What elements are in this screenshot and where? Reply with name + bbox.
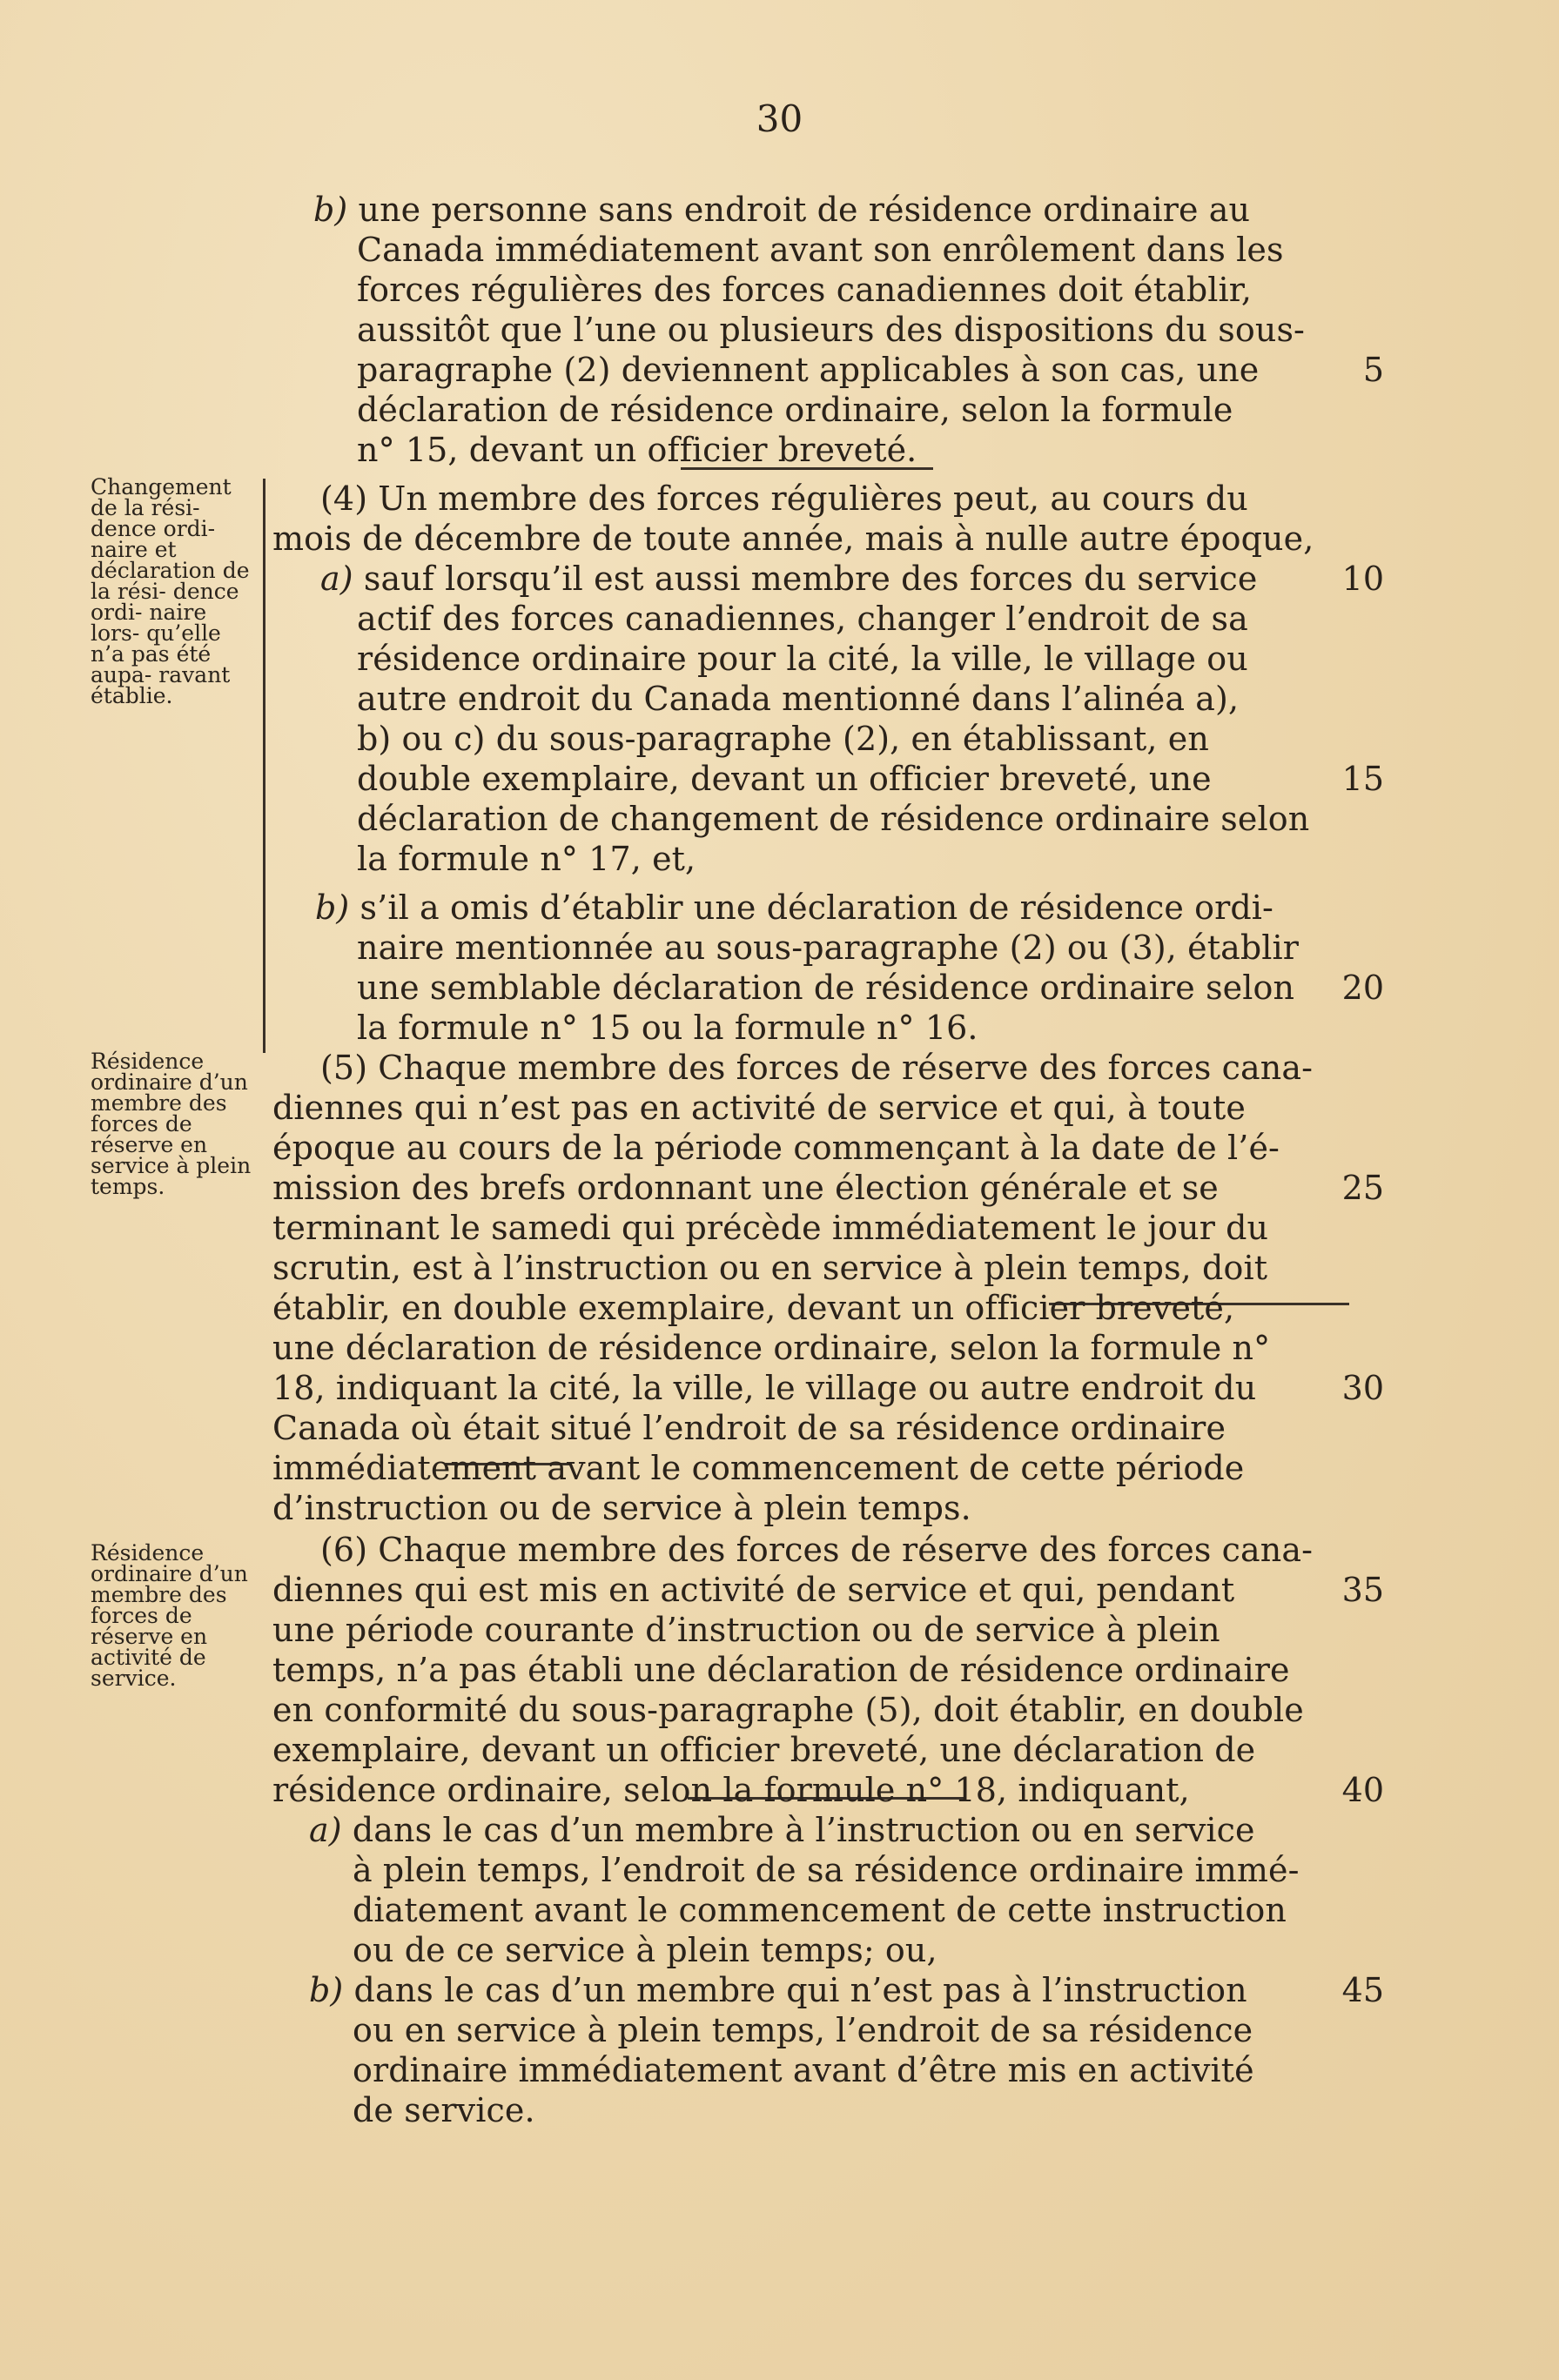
line-text: (6) Chaque membre des forces de réserve des forces cana- (320, 1531, 1314, 1569)
line-number: 25 (1341, 1169, 1384, 1207)
line-text: ou en service à plein temps, l’endroit de sa résidence (353, 2011, 1253, 2049)
margin-note: Changement de la rési- dence ordi- naire et déclaration de la rési- dence ordi- naire lors- qu’elle n’a pas été aupa- ravant établie. (91, 474, 250, 708)
text-line (272, 1488, 971, 1528)
text-line (353, 2050, 1254, 2090)
text-line (272, 1088, 1246, 1128)
line-number: 5 (1362, 351, 1384, 389)
text-line (357, 968, 1294, 1008)
enumeration-marker: a) (309, 1811, 342, 1849)
text-line (357, 639, 1248, 679)
text-line (357, 759, 1212, 799)
text-line (272, 1570, 1234, 1610)
line-text: d’instruction ou de service à plein temps. (272, 1489, 971, 1527)
text-line (272, 1650, 1290, 1690)
line-text: temps, n’a pas établi une déclaration de résidence ordinaire (272, 1651, 1290, 1689)
line-text: la formule n° 17, et, (357, 840, 696, 878)
line-text: autre endroit du Canada mentionné dans l’alinéa a), (357, 680, 1240, 718)
line-text: déclaration de résidence ordinaire, selon la formule (357, 391, 1233, 429)
margin-note: Résidence ordinaire d’un membre des forces de réserve en activité de service. (91, 1540, 248, 1691)
text-line (357, 1008, 978, 1048)
text-line (357, 350, 1259, 390)
text-line (353, 1850, 1300, 1890)
line-text: diennes qui est mis en activité de service et qui, pendant (272, 1571, 1235, 1609)
line-text: s’il a omis d’établir une déclaration de résidence ordi- (349, 888, 1273, 927)
line-text: (5) Chaque membre des forces de réserve des forces cana- (320, 1049, 1314, 1087)
line-text: en conformité du sous-paragraphe (5), doit établir, en double (272, 1691, 1304, 1729)
text-line (353, 2090, 535, 2130)
line-text: exemplaire, devant un officier breveté, une déclaration de (272, 1731, 1256, 1769)
text-line (315, 888, 1273, 928)
text-line (357, 390, 1233, 430)
line-text: établir, en double exemplaire, devant un officier breveté, (272, 1289, 1235, 1327)
text-line (272, 519, 1314, 559)
line-text: Canada immédiatement avant son enrôlement dans les (357, 231, 1284, 269)
line-text: sauf lorsqu’il est aussi membre des forces du service (353, 560, 1258, 598)
enumeration-marker: a) (320, 560, 353, 598)
line-text: déclaration de changement de résidence ordinaire selon (357, 800, 1310, 838)
line-text: Canada où était situé l’endroit de sa résidence ordinaire (272, 1409, 1226, 1447)
line-text: de service. (353, 2091, 535, 2129)
line-text: ou de ce service à plein temps; ou, (353, 1931, 937, 1969)
text-line (357, 679, 1239, 719)
text-line (272, 1208, 1268, 1248)
text-line (357, 230, 1284, 270)
line-text: résidence ordinaire pour la cité, la ville, le village ou (357, 640, 1248, 678)
line-text: diennes qui n’est pas en activité de service et qui, à toute (272, 1089, 1246, 1127)
line-text: une semblable déclaration de résidence ordinaire selon (357, 969, 1295, 1007)
line-text: mois de décembre de toute année, mais à nulle autre époque, (272, 520, 1314, 558)
line-text: (4) Un membre des forces régulières peut, au cours du (320, 479, 1248, 518)
text-line (272, 1610, 1220, 1650)
line-text: la formule n° 15 ou la formule n° 16. (357, 1009, 978, 1047)
line-text: diatement avant le commencement de cette instruction (353, 1891, 1287, 1929)
margin-vertical-rule (263, 479, 265, 1053)
line-text: ordinaire immédiatement avant d’être mis en activité (353, 2051, 1254, 2089)
text-line (320, 1048, 1313, 1088)
line-text: une personne sans endroit de résidence ordinaire au (347, 191, 1251, 229)
line-text: dans le cas d’un membre à l’instruction ou en service (341, 1811, 1255, 1849)
text-line (357, 599, 1248, 639)
line-text: immédiatement avant le commencement de cette période (272, 1449, 1245, 1487)
line-number: 30 (1341, 1369, 1384, 1407)
line-text: une déclaration de résidence ordinaire, selon la formule n° (272, 1329, 1271, 1367)
line-text: résidence ordinaire, selon la formule n° 18, indiquant, (272, 1771, 1190, 1809)
line-text: mission des brefs ordonnant une élection générale et se (272, 1169, 1219, 1207)
text-line (320, 559, 1258, 599)
text-line (272, 1690, 1304, 1730)
line-text: paragraphe (2) deviennent applicables à son cas, une (357, 351, 1260, 389)
text-line (272, 1368, 1256, 1408)
page-number: 30 (756, 97, 803, 140)
text-line (272, 1730, 1255, 1770)
text-line (309, 1810, 1255, 1850)
text-line (272, 1448, 1244, 1488)
text-line (309, 1970, 1247, 2010)
enumeration-marker: b) (309, 1971, 344, 2009)
line-number: 35 (1341, 1571, 1384, 1609)
text-line (353, 2010, 1253, 2050)
text-line (272, 1168, 1219, 1208)
line-text: actif des forces canadiennes, changer l’endroit de sa (357, 600, 1248, 638)
text-line (272, 1248, 1267, 1288)
line-text: forces régulières des forces canadiennes doit établir, (357, 271, 1253, 309)
text-line (272, 1770, 1190, 1810)
line-text: b) ou c) du sous-paragraphe (2), en établissant, en (357, 720, 1209, 758)
text-line (353, 1890, 1287, 1930)
text-line (313, 190, 1250, 230)
text-line (357, 430, 917, 470)
line-text: une période courante d’instruction ou de service à plein (272, 1611, 1220, 1649)
margin-note: Résidence ordinaire d’un membre des forces de réserve en service à plein temps. (91, 1049, 252, 1199)
text-line (357, 719, 1209, 759)
line-text: double exemplaire, devant un officier breveté, une (357, 760, 1212, 798)
text-line (272, 1128, 1280, 1168)
text-line (320, 479, 1248, 519)
line-number: 40 (1341, 1771, 1384, 1809)
line-text: naire mentionnée au sous-paragraphe (2) ou (3), établir (357, 929, 1300, 967)
text-line (320, 1530, 1313, 1570)
text-line (357, 839, 696, 879)
line-text: à plein temps, l’endroit de sa résidence ordinaire immé- (353, 1851, 1300, 1889)
line-text: dans le cas d’un membre qui n’est pas à l’instruction (343, 1971, 1247, 2009)
text-line (353, 1930, 937, 1970)
text-line (357, 310, 1305, 350)
line-number: 45 (1341, 1971, 1384, 2009)
enumeration-marker: b) (315, 888, 350, 927)
text-line (357, 270, 1252, 310)
text-line (357, 928, 1299, 968)
line-text: terminant le samedi qui précède immédiatement le jour du (272, 1209, 1269, 1247)
enumeration-marker: b) (313, 191, 348, 229)
line-text: scrutin, est à l’instruction ou en service à plein temps, doit (272, 1249, 1268, 1287)
text-line (272, 1288, 1234, 1328)
text-line (272, 1328, 1270, 1368)
text-line (272, 1408, 1226, 1448)
line-text: n° 15, devant un officier breveté. (357, 431, 917, 469)
line-text: aussitôt que l’une ou plusieurs des dispositions du sous- (357, 311, 1305, 349)
line-number: 15 (1341, 760, 1384, 798)
line-number: 20 (1341, 969, 1384, 1007)
line-text: 18, indiquant la cité, la ville, le village ou autre endroit du (272, 1369, 1257, 1407)
line-text: époque au cours de la période commençant à la date de l’é- (272, 1129, 1280, 1167)
text-line (357, 799, 1309, 839)
line-number: 10 (1341, 560, 1384, 598)
